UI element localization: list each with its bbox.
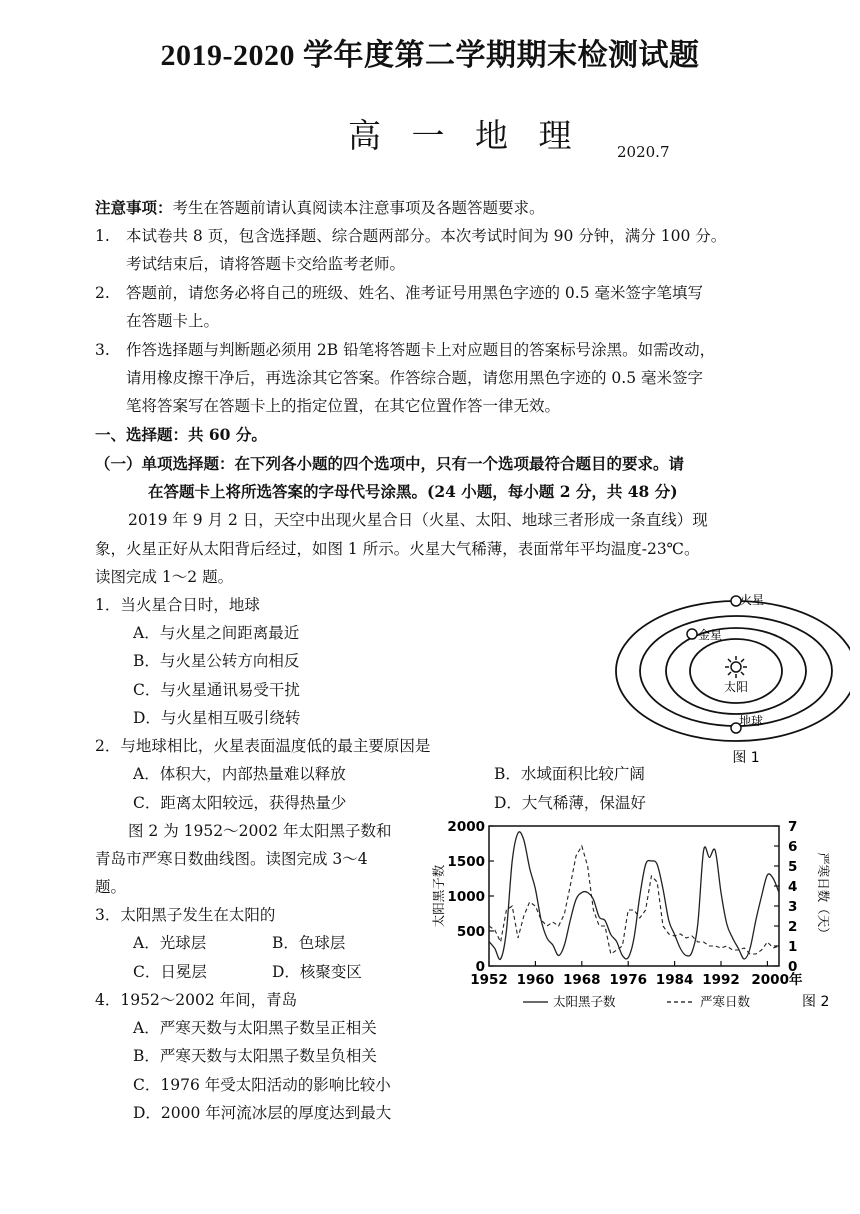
y2-tick-label: 3 xyxy=(788,899,798,915)
sunspot-series-line xyxy=(489,832,779,960)
passage2-line2: 青岛市严寒日数曲线图。读图完成 3～4 xyxy=(95,850,368,868)
y2-tick-label: 2 xyxy=(788,919,798,935)
subject-title: 高 一 地 理 xyxy=(348,116,582,155)
q1-stem: 1．当火星合日时，地球 xyxy=(95,596,260,614)
q2-option-b: B．水域面积比较广阔 xyxy=(494,765,645,783)
y2-tick-label: 6 xyxy=(788,839,798,855)
y-tick-label: 1000 xyxy=(447,889,485,905)
sun-label: 太阳 xyxy=(723,680,749,694)
mars-label: 火星 xyxy=(740,593,765,607)
y2-tick-label: 0 xyxy=(788,959,798,975)
q3-option-d: D．核聚变区 xyxy=(272,963,362,981)
q4-option-d: D．2000 年河流冰层的厚度达到最大 xyxy=(133,1104,392,1122)
notice-item-1-num: 1. xyxy=(95,227,110,245)
notice-intro: 考生在答题前请认真阅读本注意事项及各题答题要求。 xyxy=(172,199,545,217)
notice-line xyxy=(95,198,545,218)
q3-option-c: C．日冕层 xyxy=(133,963,207,981)
q3-stem: 3．太阳黑子发生在太阳的 xyxy=(95,906,276,924)
venus-icon xyxy=(687,629,697,639)
notice-label: 注意事项： xyxy=(95,198,173,217)
sub-heading-line2: 在答题卡上将所选答案的字母代号涂黑。(24 小题，每小题 2 分，共 48 分) xyxy=(148,482,678,501)
venus-label: 金星 xyxy=(698,628,723,642)
q4-stem: 4．1952～2002 年间，青岛 xyxy=(95,991,298,1009)
q4-option-a: A．严寒天数与太阳黑子数呈正相关 xyxy=(133,1019,377,1037)
notice-item-3-line3: 笔将答案写在答题卡上的指定位置，在其它位置作答一律无效。 xyxy=(126,397,561,415)
passage1-line1: 2019 年 9 月 2 日，天空中出现火星合日（火星、太阳、地球三者形成一条直线）现 xyxy=(128,511,708,529)
plot-frame xyxy=(489,826,779,966)
notice-item-3-line2: 请用橡皮擦干净后，再选涂其它答案。作答综合题，请您用黑色字迹的 0.5 毫米签字 xyxy=(126,369,704,387)
y-tick-label: 1500 xyxy=(447,854,485,870)
legend-sunspot: 太阳黑子数 xyxy=(553,994,616,1009)
legend xyxy=(523,994,751,1009)
figure1-orbit-diagram xyxy=(600,588,850,773)
q2-option-a: A．体积大，内部热量难以释放 xyxy=(133,765,346,783)
y2-tick-label: 1 xyxy=(788,939,798,955)
q1-option-c: C．与火星通讯易受干扰 xyxy=(133,681,300,699)
notice-item-3-line1: 作答选择题与判断题必须用 2B 铅笔将答题卡上对应题目的答案标号涂黑。如需改动， xyxy=(126,341,716,359)
x-tick-label: 1960 xyxy=(516,972,555,988)
notice-item-1-line2: 考试结束后，请将答题卡交给监考老师。 xyxy=(126,255,406,273)
legend-cold-days: 严寒日数 xyxy=(700,994,751,1009)
x-tick-label: 1976 xyxy=(609,972,647,988)
x-tick-label: 1968 xyxy=(563,972,601,988)
notice-item-3-num: 3. xyxy=(95,341,110,359)
earth-label: 地球 xyxy=(739,714,764,728)
q2-option-c: C．距离太阳较远，获得热量少 xyxy=(133,794,347,812)
q2-option-d: D．大气稀薄，保温好 xyxy=(494,794,646,812)
section-heading: 一、选择题：共 60 分。 xyxy=(95,425,267,444)
q1-option-b: B．与火星公转方向相反 xyxy=(133,652,300,670)
x-tick-label: 2000年 xyxy=(751,972,803,988)
y-tick-label: 500 xyxy=(456,924,485,940)
y-tick-label: 2000 xyxy=(447,819,485,835)
q3-option-a: A．光球层 xyxy=(133,934,207,952)
x-tick-label: 1992 xyxy=(702,972,740,988)
notice-item-2-line2: 在答题卡上。 xyxy=(126,312,220,330)
sub-heading-line1: （一）单项选择题：在下列各小题的四个选项中，只有一个选项最符合题目的要求。请 xyxy=(95,454,685,473)
y2-tick-label: 4 xyxy=(788,879,798,895)
venus-orbit xyxy=(666,628,806,714)
q4-option-b: B．严寒天数与太阳黑子数呈负相关 xyxy=(133,1047,377,1065)
figure2-chart xyxy=(415,812,845,1017)
figure1-caption: 图 1 xyxy=(732,750,760,766)
figure2-caption: 图 2 xyxy=(802,994,830,1010)
y-axis-label: 太阳黑子数 xyxy=(431,864,446,928)
y2-axis-label: 严寒日数（天） xyxy=(816,852,831,940)
passage1-line2: 象，火星正好从太阳背后经过，如图 1 所示。火星大气稀薄，表面常年平均温度-23℃。 xyxy=(95,540,700,558)
passage2-line3: 题。 xyxy=(95,878,127,896)
x-tick-label: 1984 xyxy=(655,972,694,988)
passage2-line1: 图 2 为 1952～2002 年太阳黑子数和 xyxy=(128,822,392,840)
sun-icon xyxy=(725,656,747,678)
q1-option-a: A．与火星之间距离最近 xyxy=(133,624,300,642)
q1-option-d: D．与火星相互吸引绕转 xyxy=(133,709,301,727)
y-tick-label: 0 xyxy=(475,959,485,975)
q3-option-b: B．色球层 xyxy=(272,934,346,952)
exam-date: 2020.7 xyxy=(617,143,670,161)
q2-stem: 2．与地球相比，火星表面温度低的最主要原因是 xyxy=(95,737,431,755)
y2-tick-label: 5 xyxy=(788,859,798,875)
y2-tick-label: 7 xyxy=(788,819,798,835)
x-tick-label: 1952 xyxy=(470,972,508,988)
earth-orbit xyxy=(640,616,832,726)
notice-item-1-line1: 本试卷共 8 页，包含选择题、综合题两部分。本次考试时间为 90 分钟，满分 100 分。 xyxy=(126,227,727,245)
passage1-line3: 读图完成 1～2 题。 xyxy=(95,568,234,586)
exam-title: 2019-2020 学年度第二学期期末检测试题 xyxy=(160,39,700,72)
notice-item-2-num: 2. xyxy=(95,284,110,302)
q4-option-c: C．1976 年受太阳活动的影响比较小 xyxy=(133,1076,391,1094)
notice-item-2-line1: 答题前，请您务必将自己的班级、姓名、准考证号用黑色字迹的 0.5 毫米签字笔填写 xyxy=(126,284,704,302)
